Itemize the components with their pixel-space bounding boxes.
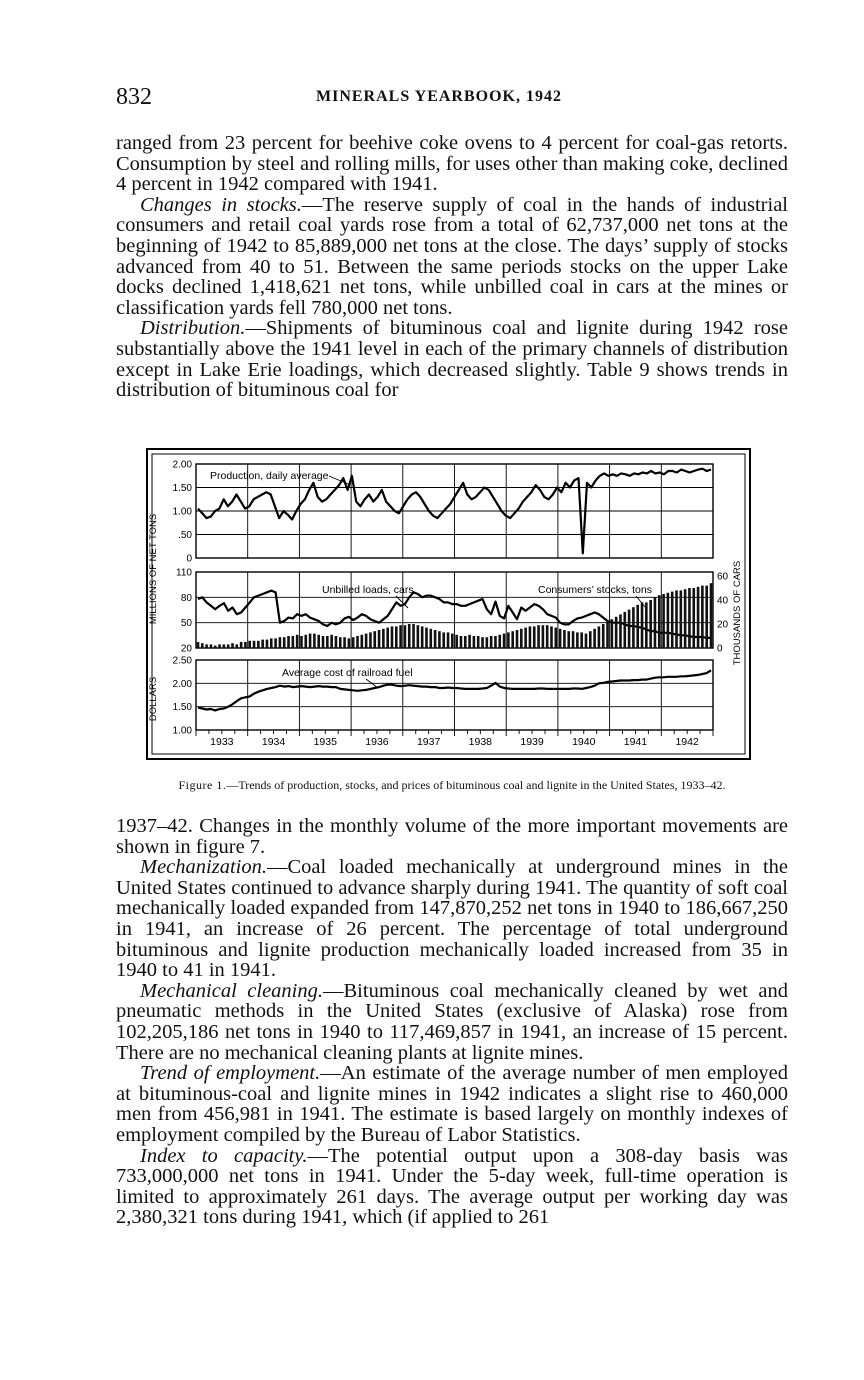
unbilled-cars-bar — [490, 636, 493, 648]
unbilled-cars-bar — [524, 628, 527, 648]
heading-employment: Trend of employment. — [140, 1062, 321, 1085]
figure-1 — [146, 448, 751, 760]
unbilled-cars-bar — [658, 595, 661, 648]
unbilled-cars-bar — [520, 629, 523, 648]
unbilled-cars-bar — [292, 636, 295, 648]
unbilled-cars-bar — [339, 637, 342, 648]
unbilled-cars-bar — [572, 631, 575, 648]
unbilled-cars-bar — [697, 587, 700, 648]
unbilled-cars-bar — [550, 626, 553, 648]
unbilled-cars-bar — [589, 631, 592, 648]
stocks-right-tick-label: 60 — [717, 571, 729, 583]
unbilled-cars-bar — [537, 625, 540, 648]
body-capacity: —The potential output upon a 308-day basis was 733,000,000 net tons in 1941. Under the 5-day week, full-time operation is limited to approximately 261 days. The average output per working day was 2,380,321 tons during 1941, which (if applied to 261 — [116, 1144, 788, 1229]
unbilled-cars-bar — [473, 636, 476, 648]
unbilled-cars-bar — [287, 636, 290, 648]
fuel-y-tick-label: 1.00 — [172, 725, 192, 737]
unbilled-cars-bar — [244, 642, 247, 648]
unbilled-cars-bar — [240, 642, 243, 648]
unbilled-cars-bar — [455, 635, 458, 648]
unbilled-cars-bar — [692, 588, 695, 648]
unbilled-cars-bar — [309, 634, 312, 648]
unbilled-cars-bar — [563, 630, 566, 648]
fuel-y-tick-label: 2.50 — [172, 655, 192, 667]
x-tick-label: 1937 — [416, 736, 441, 748]
unbilled-cars-bar — [632, 607, 635, 648]
right-axis-label: THOUSANDS OF CARS — [732, 560, 743, 666]
unbilled-cars-bar — [464, 636, 467, 648]
unbilled-cars-bar — [559, 629, 562, 648]
unbilled-cars-bar — [606, 622, 609, 648]
unbilled-cars-bar — [283, 637, 286, 648]
unbilled-cars-bar — [274, 638, 277, 648]
unbilled-cars-bar — [623, 612, 626, 648]
unbilled-cars-bar — [348, 638, 351, 648]
page-header — [116, 84, 788, 114]
unbilled-cars-bar — [533, 626, 536, 648]
unbilled-cars-bar — [511, 631, 514, 648]
unbilled-cars-bar — [223, 644, 226, 648]
body-cleaning: —Bituminous coal mechanically cleaned by wet and pneumatic methods in the United States (exclusive of Alaska) rose from 102,205,186 net tons in 1940 to 117,469,857 in 1941, an increase of 15 percent. There are no mechanical cleaning plants at lignite mines. — [116, 979, 788, 1064]
unbilled-cars-bar — [404, 625, 407, 648]
unbilled-cars-bar — [684, 589, 687, 648]
unbilled-cars-bar — [667, 593, 670, 648]
stocks-y-tick-label: 20 — [180, 643, 192, 655]
top-text — [116, 133, 788, 401]
unbilled-cars-bar — [266, 640, 269, 648]
unbilled-cars-bar — [680, 590, 683, 648]
x-tick-label: 1934 — [261, 736, 286, 748]
heading-mechanization: Mechanization. — [140, 856, 267, 879]
unbilled-cars-bar — [481, 637, 484, 648]
unbilled-cars-bar — [330, 635, 333, 648]
dollars-axis-label: DOLLARS — [148, 676, 159, 722]
unbilled-cars-bar — [593, 629, 596, 648]
unbilled-cars-bar — [580, 632, 583, 648]
unbilled-cars-bar — [218, 644, 221, 648]
unbilled-cars-bar — [210, 644, 213, 648]
unbilled-cars-bar — [434, 630, 437, 648]
x-tick-label: 1933 — [210, 736, 234, 748]
body-distribution: —Shipments of bituminous coal and lignite during 1942 rose substantially above the 1941 level in each of the primary channels of distribution except in Lake Erie loadings, which decreased slightly. Table 9 shows trends in distribution of bituminous coal for — [116, 317, 788, 402]
unbilled-cars-bar — [365, 634, 368, 648]
stocks-y-tick-label: 80 — [180, 592, 192, 604]
unbilled-cars-bar — [498, 635, 501, 648]
production-y-tick-label: 1.50 — [172, 483, 192, 494]
x-tick-label: 1939 — [520, 736, 544, 748]
unbilled-cars-bar — [555, 628, 558, 648]
heading-cleaning: Mechanical cleaning. — [140, 979, 323, 1002]
unbilled-cars-bar — [654, 598, 657, 648]
x-tick-label: 1940 — [572, 736, 596, 748]
fuel-y-tick-label: 1.50 — [172, 702, 192, 714]
unbilled-cars-bar — [507, 632, 510, 648]
production-y-tick-label: .50 — [178, 530, 192, 541]
unbilled-cars-bar — [386, 628, 389, 648]
paragraph-distribution — [116, 318, 788, 400]
unbilled-cars-bar — [356, 636, 359, 648]
unbilled-cars-bar — [542, 625, 545, 648]
unbilled-cars-bar — [304, 635, 307, 648]
heading-capacity: Index to capacity. — [140, 1144, 308, 1167]
left-axis-label: MILLIONS OF NET TONS — [148, 513, 159, 625]
x-tick-label: 1938 — [468, 736, 493, 748]
unbilled-cars-bar — [576, 632, 579, 648]
paragraph-capacity — [116, 1146, 788, 1228]
unbilled-cars-bar — [214, 646, 217, 648]
annotation-fuel: Average cost of railroad fuel — [282, 667, 413, 679]
bottom-text — [116, 816, 788, 1228]
unbilled-cars-bar — [641, 602, 644, 648]
unbilled-cars-bar — [335, 636, 338, 648]
unbilled-cars-bar — [326, 636, 329, 648]
unbilled-cars-bar — [636, 605, 639, 648]
paragraph-consumption: ranged from 23 percent for beehive coke ovens to 4 percent for coal-gas retorts. Consumption by steel and rolling mills, for uses other than making coke, declined 4 percent in 1942 compared with 1941. — [116, 132, 788, 196]
body-stocks: —The reserve supply of coal in the hands of industrial consumers and retail coal yards rose from a total of 62,737,000 net tons at the beginning of 1942 to 85,889,000 net tons at the close. The days’ supply of stocks advanced from 40 to 51. Between the same periods stocks on the upper Lake docks declined 1,418,621 net tons, while unbilled coal in cars at the mines or classification yards fell 780,000 net tons. — [116, 193, 788, 319]
unbilled-cars-bar — [421, 626, 424, 648]
unbilled-cars-bar — [468, 635, 471, 648]
unbilled-cars-bar — [300, 636, 303, 648]
unbilled-cars-bar — [248, 641, 251, 648]
unbilled-cars-bar — [645, 602, 648, 648]
unbilled-cars-bar — [529, 626, 532, 648]
unbilled-cars-bar — [352, 637, 355, 648]
body-mechanization: —Coal loaded mechanically at underground mines in the United States continued to advance sharply during 1941. The quantity of soft coal mechanically loaded expanded from 147,870,252 net tons in 1940 to 186,667,250 in 1941, an increase of 26 percent. The percentage of total underground bituminous and lignite production mechanically loaded increased from 35 in 1940 to 41 in 1941. — [116, 856, 788, 982]
unbilled-cars-bar — [382, 629, 385, 648]
unbilled-cars-bar — [503, 634, 506, 648]
unbilled-cars-bar — [253, 641, 256, 648]
stocks-y-tick-label: 50 — [180, 618, 192, 630]
x-tick-label: 1935 — [313, 736, 337, 748]
unbilled-cars-bar — [231, 643, 234, 648]
annotation-consumers: Consumers’ stocks, tons — [538, 584, 652, 596]
unbilled-cars-bar — [442, 632, 445, 648]
unbilled-cars-bar — [395, 626, 398, 648]
unbilled-cars-bar — [408, 624, 411, 648]
running-head: MINERALS YEARBOOK, 1942 — [316, 88, 562, 105]
unbilled-cars-bar — [313, 634, 316, 648]
production-y-tick-label: 0 — [186, 553, 192, 565]
unbilled-cars-bar — [615, 617, 618, 648]
unbilled-cars-bar — [438, 631, 441, 648]
unbilled-cars-bar — [227, 644, 230, 648]
unbilled-cars-bar — [675, 590, 678, 648]
unbilled-cars-bar — [343, 637, 346, 648]
unbilled-cars-bar — [197, 642, 200, 648]
unbilled-cars-bar — [447, 632, 450, 648]
annotation-production: Production, daily average — [210, 470, 329, 482]
unbilled-cars-bar — [710, 583, 713, 648]
unbilled-cars-bar — [494, 636, 497, 648]
unbilled-cars-bar — [516, 630, 519, 648]
unbilled-cars-bar — [688, 588, 691, 648]
unbilled-cars-bar — [671, 592, 674, 648]
unbilled-cars-bar — [628, 610, 631, 648]
stocks-right-tick-label: 40 — [717, 595, 729, 607]
fuel-y-tick-label: 2.00 — [172, 678, 192, 690]
unbilled-cars-bar — [429, 629, 432, 648]
unbilled-cars-bar — [279, 637, 282, 648]
unbilled-cars-bar — [257, 641, 260, 648]
unbilled-cars-bar — [417, 625, 420, 648]
body-employment: —An estimate of the average number of men employed at bituminous-coal and lignite mines in 1942 indicates a slight rise to 460,000 men from 456,981 in 1941. The estimate is based largely on monthly indexes of employment compiled by the Bureau of Labor Statistics. — [116, 1062, 789, 1146]
caption-label: Figure 1. — [178, 778, 227, 792]
stocks-y-tick-label: 110 — [176, 567, 192, 579]
paragraph-employment — [116, 1063, 788, 1145]
unbilled-cars-bar — [451, 634, 454, 648]
x-tick-label: 1941 — [623, 736, 648, 748]
x-tick-label: 1942 — [675, 736, 699, 748]
unbilled-cars-bar — [235, 644, 238, 648]
unbilled-cars-bar — [391, 626, 394, 648]
unbilled-cars-bar — [378, 630, 381, 648]
unbilled-cars-bar — [546, 625, 549, 648]
production-y-tick-label: 2.00 — [172, 459, 192, 471]
unbilled-cars-bar — [701, 586, 704, 648]
unbilled-cars-bar — [296, 635, 299, 648]
x-tick-label: 1936 — [365, 736, 389, 748]
unbilled-cars-bar — [486, 637, 489, 648]
unbilled-cars-bar — [602, 624, 605, 648]
unbilled-cars-bar — [705, 586, 708, 648]
unbilled-cars-bar — [460, 636, 463, 648]
unbilled-cars-bar — [369, 632, 372, 648]
unbilled-cars-bar — [477, 636, 480, 648]
trend-chart — [146, 448, 751, 760]
annotation-unbilled: Unbilled loads, cars — [322, 584, 414, 596]
unbilled-cars-bar — [662, 594, 665, 648]
unbilled-cars-bar — [317, 635, 320, 648]
stocks-right-tick-label: 0 — [717, 643, 723, 655]
paragraph-cleaning — [116, 981, 788, 1063]
unbilled-cars-bar — [261, 640, 264, 648]
heading-distribution: Distribution. — [140, 317, 246, 340]
unbilled-cars-bar — [611, 619, 614, 648]
unbilled-cars-bar — [412, 624, 415, 648]
unbilled-cars-bar — [425, 628, 428, 648]
caption-text: —Trends of production, stocks, and prices of bituminous coal and lignite in the United States, 1933–42. — [226, 778, 726, 792]
unbilled-cars-bar — [649, 600, 652, 648]
paragraph-stocks — [116, 195, 788, 319]
production-y-tick-label: 1.00 — [172, 506, 192, 518]
unbilled-cars-bar — [619, 614, 622, 648]
unbilled-cars-bar — [201, 643, 204, 648]
figure-caption — [116, 779, 788, 792]
paragraph-mechanization — [116, 857, 788, 981]
unbilled-cars-bar — [399, 625, 402, 648]
stocks-right-tick-label: 20 — [717, 619, 729, 631]
paragraph-figure-ref: 1937–42. Changes in the monthly volume of the more important movements are shown in figure 7. — [116, 815, 788, 858]
unbilled-cars-bar — [373, 631, 376, 648]
unbilled-cars-bar — [322, 636, 325, 648]
heading-stocks: Changes in stocks. — [140, 193, 302, 216]
unbilled-cars-bar — [585, 634, 588, 648]
page-number: 832 — [116, 84, 152, 110]
unbilled-cars-bar — [598, 626, 601, 648]
unbilled-cars-bar — [567, 631, 570, 648]
unbilled-cars-bar — [205, 644, 208, 648]
unbilled-cars-bar — [361, 635, 364, 648]
unbilled-cars-bar — [270, 638, 273, 648]
